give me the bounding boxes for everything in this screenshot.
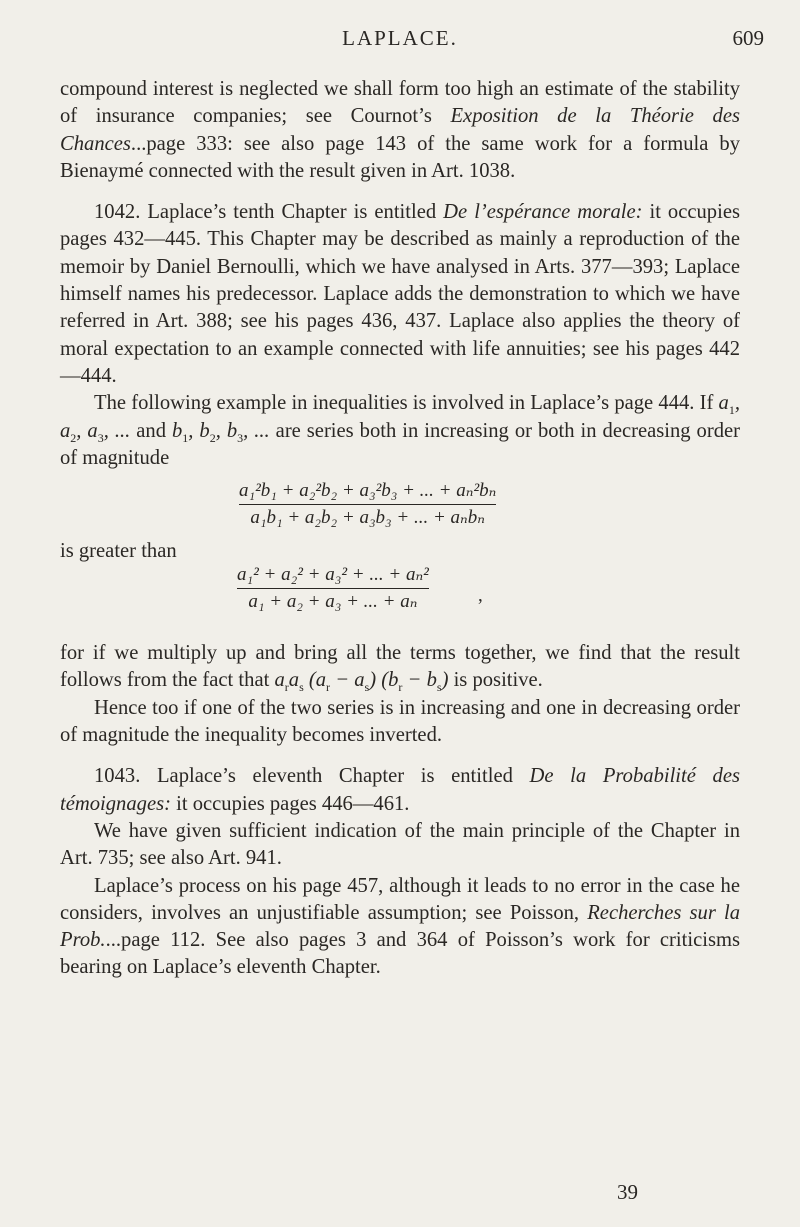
paragraph-poisson	[60, 873, 740, 982]
paragraph-inequality-intro	[60, 390, 740, 472]
para6-text-1: 1043. Laplace’s eleventh Chapter is entitled	[94, 765, 530, 788]
book-title-recherches: Recherches sur la Prob.	[60, 901, 740, 952]
signature-mark: 39	[617, 1180, 638, 1204]
fraction-2-denominator: a₁ + a₂ + a₃ + ... + aₙ	[237, 588, 429, 615]
running-title: LAPLACE.	[342, 26, 458, 50]
greater-than-row	[60, 538, 740, 562]
para6-text-2: it occupies pages 446—461.	[170, 792, 410, 815]
fraction-1	[239, 478, 496, 531]
para8-text-2: ...page 112. See also pages 3 and 364 of Poisson’s work for criticisms bearing on Laplace’s eleventh Chapter.	[60, 929, 740, 979]
para2-text-2: it occupies pages 432—445. This Chapter may be described as mainly a reproduction of the memoir by Daniel Bernoulli, which we have analysed in Arts. 377—393; Laplace himself names his predecessor. Laplace adds the demonstration to which we have referred in Art. 388; see his pages 436, 437. Laplace also applies the theory of moral expectation to an example connected with life annuities; see his pages 442—444.	[60, 201, 740, 387]
book-title-exposition: Exposition de la Théorie des Chances	[60, 105, 740, 155]
para1-text-1: compound interest is neglected we shall form too high an estimate of the stability of insurance companies; see Cournot’s	[60, 78, 740, 128]
chapter-title-temoignages: De la Probabilité des témoignages:	[60, 765, 740, 815]
page-number: 609	[732, 26, 764, 50]
series-a-math: $a_1$, $a_2$, $a_3$, ...	[60, 392, 740, 445]
positive-expression-math: $a_ra_s$ $(a_r - a_s) (b_r - b_s)$	[274, 669, 449, 695]
fraction-2-trailing: ,	[478, 585, 483, 607]
paragraph-proof	[60, 640, 740, 695]
fraction-2-numerator: a₁² + a₂² + a₃² + ... + aₙ²	[237, 564, 429, 586]
fraction-2-block	[60, 562, 740, 628]
para4-text-1: for if we multiply up and bring all the terms together, we find that the result follows from the fact that	[60, 642, 740, 692]
fraction-1-numerator: a₁²b₁ + a₂²b₂ + a₃²b₃ + ... + aₙ²bₙ	[239, 480, 497, 502]
running-head	[0, 26, 800, 56]
para8-text-1: Laplace’s process on his page 457, although it leads to no error in the case he considers, involves an unjustifiable assumption; see Poisson,	[60, 874, 740, 924]
para3-text-3: are series both in increasing or both in decreasing order of magnitude	[60, 419, 741, 469]
para3-text-1: The following example in inequalities is involved in Laplace’s page 444. If	[94, 392, 719, 415]
paragraph-inverted: Hence too if one of the two series is in increasing and one in decreasing order of magnitude the inequality becomes inverted.	[60, 696, 740, 747]
para3-text-2: and	[130, 419, 172, 442]
greater-than-text: is greater than	[60, 540, 177, 563]
fraction-1-block	[60, 472, 740, 538]
fraction-2	[237, 562, 429, 615]
paragraph-1043	[60, 763, 740, 818]
series-b-math: $b_1$, $b_2$, $b_3$, ...	[171, 419, 270, 445]
body-text	[60, 76, 740, 982]
para4-text-2: is positive.	[448, 669, 543, 692]
paragraph-indication: We have given sufficient indication of the main principle of the Chapter in Art. 735; see also Art. 941.	[60, 819, 740, 870]
para1-text-2: ...page 333: see also page 143 of the same work for a formula by Bienaymé connected with the result given in Art. 1038.	[60, 132, 740, 182]
fraction-1-denominator: a₁b₁ + a₂b₂ + a₃b₃ + ... + aₙbₙ	[239, 504, 496, 531]
para2-text-1: 1042. Laplace’s tenth Chapter is entitled	[94, 201, 444, 224]
paragraph-1	[60, 76, 740, 185]
chapter-title-esperance: De l’espérance morale:	[443, 201, 643, 224]
paragraph-1042	[60, 199, 740, 390]
